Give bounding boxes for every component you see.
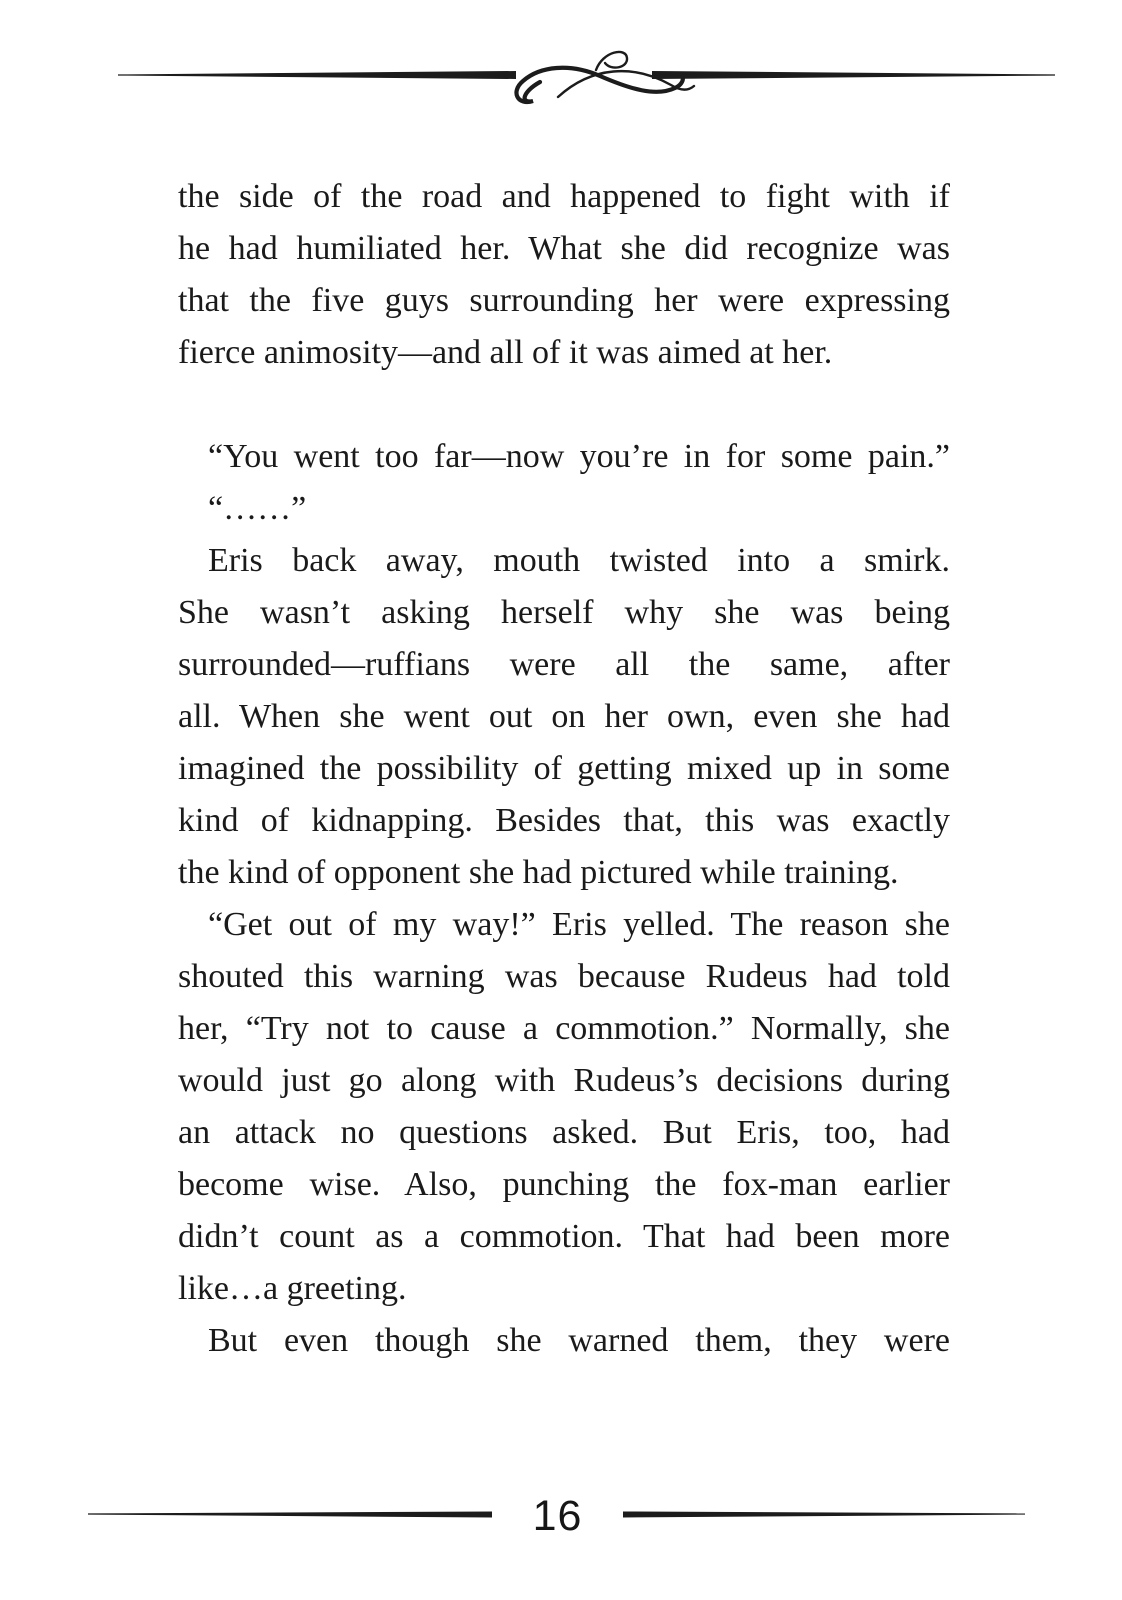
text-line: like…a greeting. [178, 1270, 407, 1307]
text-line: She wasn’t asking herself why she was being [178, 594, 950, 631]
paragraph [178, 899, 950, 1315]
text-line: all. When she went out on her own, even she had [178, 698, 950, 735]
paragraph [178, 171, 950, 379]
text-line: he had humiliated her. What she did recognize was [178, 230, 950, 267]
text-line: her, “Try not to cause a commotion.” Normally, she [178, 1010, 950, 1047]
paragraph [178, 483, 950, 535]
text-line: imagined the possibility of getting mixed up in some [178, 750, 950, 787]
paragraph [178, 431, 950, 483]
text-line: But even though she warned them, they were [208, 1322, 950, 1359]
text-line: the kind of opponent she had pictured while training. [178, 854, 899, 891]
text-line: “Get out of my way!” Eris yelled. The reason she [208, 906, 950, 943]
page-number: 16 [532, 1492, 583, 1540]
header-rule-left [118, 68, 516, 82]
text-line: become wise. Also, punching the fox-man earlier [178, 1166, 950, 1203]
text-line: surrounded—ruffians were all the same, after [178, 646, 950, 683]
text-line: fierce animosity—and all of it was aimed at her. [178, 334, 833, 371]
text-line: didn’t count as a commotion. That had been more [178, 1218, 950, 1255]
text-line: Eris back away, mouth twisted into a smirk. [208, 542, 950, 579]
paragraph [178, 1315, 950, 1367]
text-line: the side of the road and happened to fight with if [178, 178, 950, 215]
text-line: “……” [208, 490, 307, 527]
paragraph [178, 535, 950, 899]
text-line: “You went too far—now you’re in for some pain.” [208, 438, 950, 475]
text-line: shouted this warning was because Rudeus had told [178, 958, 950, 995]
header-rule-right [652, 68, 1055, 82]
text-line: that the five guys surrounding her were expressing [178, 282, 950, 319]
text-line: would just go along with Rudeus’s decisions during [178, 1062, 950, 1099]
footer-rule-left [88, 1508, 492, 1522]
text-line: kind of kidnapping. Besides that, this was exactly [178, 802, 950, 839]
page-text [178, 171, 950, 1367]
footer-rule-right [623, 1508, 1025, 1522]
text-line: an attack no questions asked. But Eris, too, had [178, 1114, 950, 1151]
